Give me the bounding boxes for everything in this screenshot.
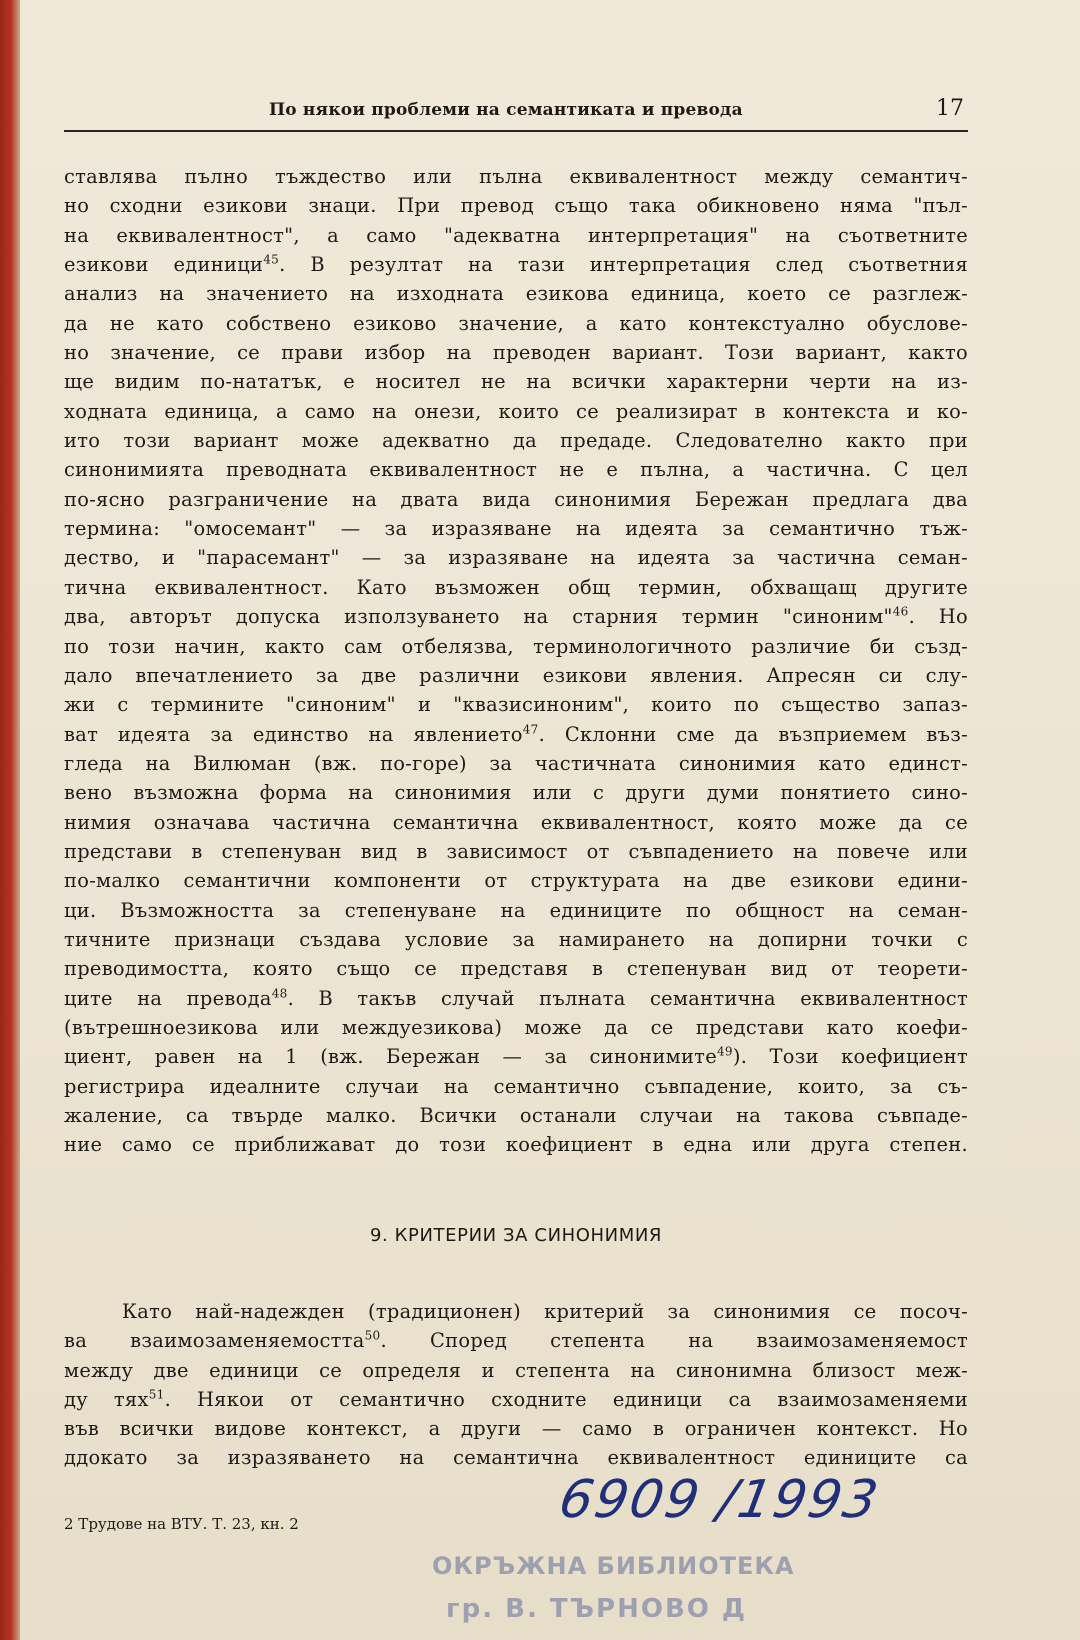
footnote-marker: 45 xyxy=(263,252,280,267)
text-line: жаление, са твърде малко. Всички останали случаи на такова съвпаде- xyxy=(64,1104,968,1127)
text-line: гледа на Вилюман (вж. по-горе) за частичната синонимия като единст- xyxy=(64,751,968,775)
text-line: ще видим по-нататък, е носител не на всички характерни черти на из- xyxy=(64,370,968,394)
text-line: (вътрешноезикова или междуезикова) може да се представи като коефи- xyxy=(64,1015,968,1039)
running-head-title: По някои проблеми на семантиката и превода xyxy=(269,100,743,120)
text-line: ду тях$^{51}$. Някои от семантично сходните единици са взаимозаменяеми xyxy=(64,1387,968,1411)
text-line: във всички видове контекст, а други — само в ограничен контекст. Но xyxy=(64,1417,968,1441)
text-line: анализ на значението на изходната езикова единица, което се разглеж- xyxy=(64,282,968,306)
text-line: тичните признаци създава условие за намирането на допирни точки с xyxy=(64,927,968,951)
book-spine xyxy=(0,0,20,1640)
text-line: да не като собствено езиково значение, а като контекстуално обуслове- xyxy=(64,311,968,335)
footnote-marker: 49 xyxy=(716,1044,733,1059)
text-line: синонимията преводната еквивалентност не е пълна, а частична. С цел xyxy=(64,458,968,482)
text-line: ци. Възможността за степенуване на единиците по общност на семан- xyxy=(64,898,968,922)
text-line: тична еквивалентност. Като възможен общ термин, обхващащ другите xyxy=(64,575,968,599)
text-line: ние само се приближават до този коефициент в една или друга степен. xyxy=(64,1133,968,1157)
text-line: езикови единици$^{45}$. В резултат на тази интерпретация след съответния xyxy=(64,252,968,277)
text-line: два, авторът допуска използуването на старния термин "синоним"$^{46}$. Но xyxy=(64,604,968,629)
text-line: дало впечатлението за две различни езикови явления. Апресян си слу- xyxy=(64,663,968,687)
body-paragraph-2 xyxy=(64,1297,968,1473)
text-line: термина: "омосемант" — за изразяване на идеята за семантично тъж- xyxy=(64,517,968,541)
text-line: ходната единица, а само на онези, които се реализират в контекста и ко- xyxy=(64,399,968,423)
text-line: по този начин, както сам отбелязва, терминологичното различие би създ- xyxy=(64,634,968,658)
footer-signature: 2 Трудове на ВТУ. Т. 23, кн. 2 xyxy=(64,1515,299,1533)
text-line: ито този вариант може адекватно да предаде. Следователно както при xyxy=(64,429,968,453)
stamp-line-1: ОКРЪЖНА БИБЛИОТЕКА xyxy=(432,1552,795,1580)
footnote-marker: 50 xyxy=(364,1328,381,1343)
body-paragraph-1 xyxy=(64,162,968,1160)
library-stamp xyxy=(412,1548,812,1638)
text-line: ставлява пълно тъждество или пълна еквивалентност между семантич- xyxy=(64,165,968,188)
text-line: жи с термините "синоним" и "квазисиноним", които по същество запаз- xyxy=(64,693,968,717)
text-line: на еквивалентност", а само "адекватна интерпретация" на съответните xyxy=(64,223,968,247)
text-line: Като най-надежден (традиционен) критерий за синонимия се посоч- xyxy=(122,1300,968,1323)
text-line: преводимостта, която също се представя в степенуван вид от теорети- xyxy=(64,957,968,981)
text-line: дество, и "парасемант" — за изразяване на идеята за частична семан- xyxy=(64,546,968,570)
text-line: между две единици се определя и степента на синонимна близост меж- xyxy=(64,1358,968,1382)
text-line: ддокато за изразяването на семантична еквивалентност единиците са xyxy=(64,1446,968,1470)
text-line: но значение, се прави избор на преводен вариант. Този вариант, както xyxy=(64,341,968,365)
text-line: представи в степенуван вид в зависимост от съвпадението на повече или xyxy=(64,839,968,863)
text-line: по-малко семантични компоненти от структурата на две езикови едини- xyxy=(64,869,968,893)
header-rule xyxy=(64,130,968,132)
footnote-marker: 51 xyxy=(148,1387,165,1402)
text-line: ва взаимозаменяемостта$^{50}$. Според степента на взаимозаменяемост xyxy=(64,1328,968,1353)
text-line: вено възможна форма на синонимия или с други думи понятието сино- xyxy=(64,781,968,805)
section-heading: 9. КРИТЕРИИ ЗА СИНОНИМИЯ xyxy=(369,1225,663,1246)
text-line: ват идеята за единство на явлението$^{47}$. Склонни сме да възприемем въз- xyxy=(64,722,968,746)
text-line: нимия означава частична семантична еквивалентност, която може да се xyxy=(64,810,968,834)
footnote-marker: 47 xyxy=(522,722,539,737)
footnote-marker: 46 xyxy=(892,604,909,619)
text-line: по-ясно разграничение на двата вида синонимия Бережан предлага два xyxy=(64,487,968,511)
page-number: 17 xyxy=(936,96,964,121)
footnote-marker: 48 xyxy=(271,986,288,1001)
text-line: регистрира идеалните случаи на семантично съвпадение, които, за съ- xyxy=(64,1074,968,1098)
text-line: но сходни езикови знаци. При превод също така обикновено няма "пъл- xyxy=(64,194,968,218)
running-head xyxy=(64,96,968,130)
text-line: циент, равен на 1 (вж. Бережан — за синонимите$^{49}$). Този коефициент xyxy=(64,1044,968,1069)
stamp-line-2: гр. В. ТЪРНОВО Д xyxy=(446,1594,748,1624)
text-line: ците на превода$^{48}$. В такъв случай пълната семантична еквивалентност xyxy=(64,986,968,1010)
handwritten-inventory-number: 6909 /1993 xyxy=(554,1470,885,1530)
